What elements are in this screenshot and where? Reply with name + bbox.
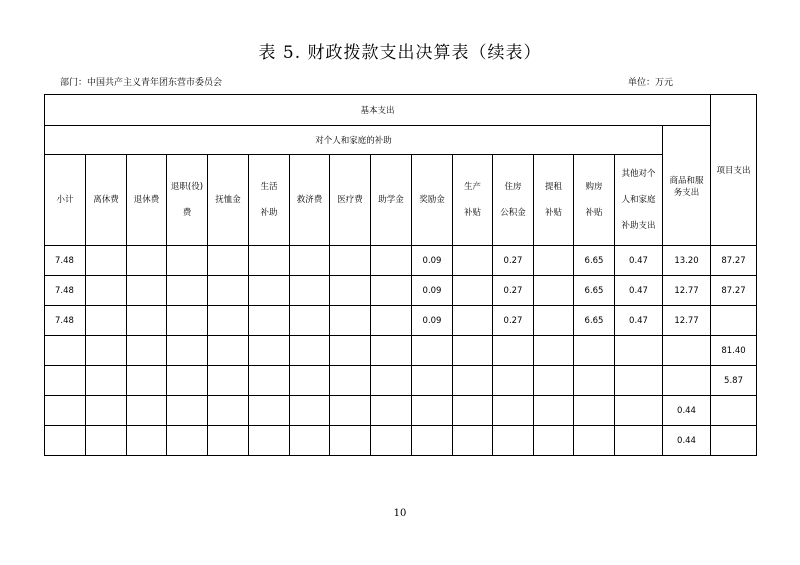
- header-other-subsidy: [615, 155, 663, 246]
- table-cell: [615, 396, 663, 426]
- table-cell: [330, 336, 371, 366]
- table-cell: [493, 366, 534, 396]
- table-cell: [249, 396, 290, 426]
- table-cell: [615, 336, 663, 366]
- header-other-l1: 其他对个: [621, 169, 656, 179]
- table-cell: [330, 276, 371, 306]
- table-cell: 6.65: [574, 306, 615, 336]
- table-cell: [208, 276, 249, 306]
- table-cell: [127, 336, 167, 366]
- header-other-l3: 补助支出: [621, 221, 656, 231]
- table-cell: 5.87: [711, 366, 757, 396]
- table-cell: 0.47: [615, 276, 663, 306]
- table-cell: [127, 366, 167, 396]
- table-cell: [208, 336, 249, 366]
- table-cell: [290, 306, 330, 336]
- table-cell: [45, 426, 86, 456]
- header-tizu: [534, 155, 574, 246]
- table-row: [45, 276, 757, 306]
- table-cell: [45, 366, 86, 396]
- table-cell: 87.27: [711, 246, 757, 276]
- table-cell: 0.27: [493, 306, 534, 336]
- table-cell: [86, 306, 127, 336]
- table-cell: [167, 276, 208, 306]
- table-cell: [371, 336, 412, 366]
- table-cell: [453, 276, 493, 306]
- table-cell: [208, 246, 249, 276]
- table-row: [45, 366, 757, 396]
- table-cell: 7.48: [45, 306, 86, 336]
- table-cell: 7.48: [45, 246, 86, 276]
- table-cell: [534, 366, 574, 396]
- header-yiliao: 医疗费: [330, 155, 371, 246]
- page-title: 表 5. 财政拨款支出决算表（续表）: [258, 43, 542, 63]
- table-cell: 12.77: [663, 306, 711, 336]
- table-cell: 6.65: [574, 246, 615, 276]
- header-personal-subsidy: 对个人和家庭的补助: [45, 126, 663, 155]
- table-row: [45, 246, 757, 276]
- table-cell: [167, 396, 208, 426]
- table-cell: [330, 246, 371, 276]
- table-cell: [371, 276, 412, 306]
- header-tizu-l2: 补贴: [544, 208, 562, 218]
- table-cell: [167, 366, 208, 396]
- header-goufang-l2: 补贴: [585, 208, 603, 218]
- header-zhuxue: 助学金: [371, 155, 412, 246]
- table-cell: [86, 426, 127, 456]
- header-fuxu: 抚恤金: [208, 155, 249, 246]
- header-goods-services: [663, 126, 711, 246]
- table-cell: [371, 306, 412, 336]
- table-cell: 0.47: [615, 306, 663, 336]
- table-cell: [371, 426, 412, 456]
- table-cell: [127, 246, 167, 276]
- table-cell: 0.44: [663, 426, 711, 456]
- table-cell: [167, 246, 208, 276]
- table-cell: 0.09: [412, 276, 453, 306]
- table-cell: [371, 396, 412, 426]
- header-shenghuo-l1: 生活: [260, 182, 278, 192]
- department-label: 部门：中国共产主义青年团东营市委员会: [60, 78, 223, 88]
- table-cell: [167, 336, 208, 366]
- table-cell: [127, 276, 167, 306]
- table-cell: [493, 396, 534, 426]
- table-cell: [711, 426, 757, 456]
- table-cell: [493, 426, 534, 456]
- table-cell: [534, 246, 574, 276]
- table-cell: [249, 336, 290, 366]
- header-basic-expenditure: 基本支出: [45, 95, 711, 126]
- table-cell: 6.65: [574, 276, 615, 306]
- header-goufang-l1: 购房: [585, 182, 603, 192]
- table-cell: [412, 396, 453, 426]
- table-cell: [208, 426, 249, 456]
- table-cell: 0.09: [412, 246, 453, 276]
- table-cell: [534, 426, 574, 456]
- table-cell: 87.27: [711, 276, 757, 306]
- table-cell: [208, 366, 249, 396]
- table-cell: 0.27: [493, 276, 534, 306]
- table-cell: [412, 366, 453, 396]
- table-cell: [412, 336, 453, 366]
- table-cell: [249, 276, 290, 306]
- table-cell: [167, 306, 208, 336]
- table-cell: [663, 366, 711, 396]
- table-cell: [208, 396, 249, 426]
- header-jiangli: 奖励金: [412, 155, 453, 246]
- table-body: [45, 246, 757, 456]
- table-cell: [534, 306, 574, 336]
- header-tuixiu: 退休费: [127, 155, 167, 246]
- table-cell: [453, 366, 493, 396]
- table-row: [45, 306, 757, 336]
- table-cell: [330, 306, 371, 336]
- header-zhufang-l1: 住房: [504, 182, 522, 192]
- table-cell: 0.09: [412, 306, 453, 336]
- header-xiaoji: 小计: [45, 155, 86, 246]
- table-cell: [330, 366, 371, 396]
- table-cell: [290, 336, 330, 366]
- table-cell: [86, 276, 127, 306]
- table-cell: [534, 336, 574, 366]
- header-goods-l2: 务支出: [673, 187, 700, 198]
- table-cell: [290, 276, 330, 306]
- table-cell: [615, 366, 663, 396]
- table-cell: [711, 396, 757, 426]
- header-shengchan: [453, 155, 493, 246]
- table-cell: [127, 426, 167, 456]
- table-cell: [249, 246, 290, 276]
- header-jiuji: 救济费: [290, 155, 330, 246]
- table-cell: [371, 246, 412, 276]
- table-cell: [534, 396, 574, 426]
- table-cell: 0.47: [615, 246, 663, 276]
- header-lixiu: 离休费: [86, 155, 127, 246]
- table-cell: [290, 426, 330, 456]
- header-shengchan-l2: 补贴: [463, 208, 481, 218]
- table-cell: [453, 396, 493, 426]
- table-cell: 13.20: [663, 246, 711, 276]
- table-cell: [453, 246, 493, 276]
- header-tuizhi: [167, 155, 208, 246]
- expenditure-table: [44, 94, 757, 456]
- table-cell: [711, 306, 757, 336]
- table-cell: [249, 426, 290, 456]
- header-shengchan-l1: 生产: [463, 182, 481, 192]
- table-cell: [574, 336, 615, 366]
- table-cell: [493, 336, 534, 366]
- table-cell: [534, 276, 574, 306]
- table-cell: [249, 306, 290, 336]
- table-cell: [86, 246, 127, 276]
- table-cell: 0.27: [493, 246, 534, 276]
- table-cell: 0.44: [663, 396, 711, 426]
- header-zhufang-l2: 公积金: [500, 208, 526, 218]
- table-cell: 7.48: [45, 276, 86, 306]
- header-tizu-l1: 提租: [544, 182, 562, 192]
- header-tuizhi-l1: 退职(役): [170, 182, 204, 192]
- header-shenghuo: [249, 155, 290, 246]
- table-cell: [574, 426, 615, 456]
- table-cell: [86, 366, 127, 396]
- table-cell: [453, 306, 493, 336]
- header-tuizhi-l2: 费: [182, 208, 192, 218]
- table-cell: [249, 366, 290, 396]
- table-cell: [45, 336, 86, 366]
- table-cell: [574, 366, 615, 396]
- table-cell: [574, 396, 615, 426]
- table-cell: [86, 396, 127, 426]
- header-zhufang: [493, 155, 534, 246]
- table-cell: [371, 366, 412, 396]
- table-cell: 81.40: [711, 336, 757, 366]
- unit-label: 单位：万元: [628, 78, 674, 88]
- table-cell: [127, 306, 167, 336]
- table-cell: [453, 426, 493, 456]
- table-cell: [290, 396, 330, 426]
- table-cell: [290, 366, 330, 396]
- table-cell: [127, 396, 167, 426]
- header-other-l2: 人和家庭: [621, 195, 656, 205]
- header-shenghuo-l2: 补助: [260, 208, 278, 218]
- header-goufang: [574, 155, 615, 246]
- table-cell: [615, 426, 663, 456]
- table-cell: [330, 396, 371, 426]
- page-number: 10: [393, 508, 407, 519]
- table-cell: [290, 246, 330, 276]
- header-project-expenditure: 项目支出: [711, 95, 757, 246]
- table-row: [45, 396, 757, 426]
- table-row: [45, 336, 757, 366]
- table-cell: [208, 306, 249, 336]
- table-cell: 12.77: [663, 276, 711, 306]
- table-cell: [45, 396, 86, 426]
- table-cell: [86, 336, 127, 366]
- table-cell: [453, 336, 493, 366]
- header-goods-l1: 商品和服: [669, 175, 704, 186]
- table-cell: [167, 426, 208, 456]
- table-cell: [663, 336, 711, 366]
- table-cell: [330, 426, 371, 456]
- table-row: [45, 426, 757, 456]
- table-cell: [412, 426, 453, 456]
